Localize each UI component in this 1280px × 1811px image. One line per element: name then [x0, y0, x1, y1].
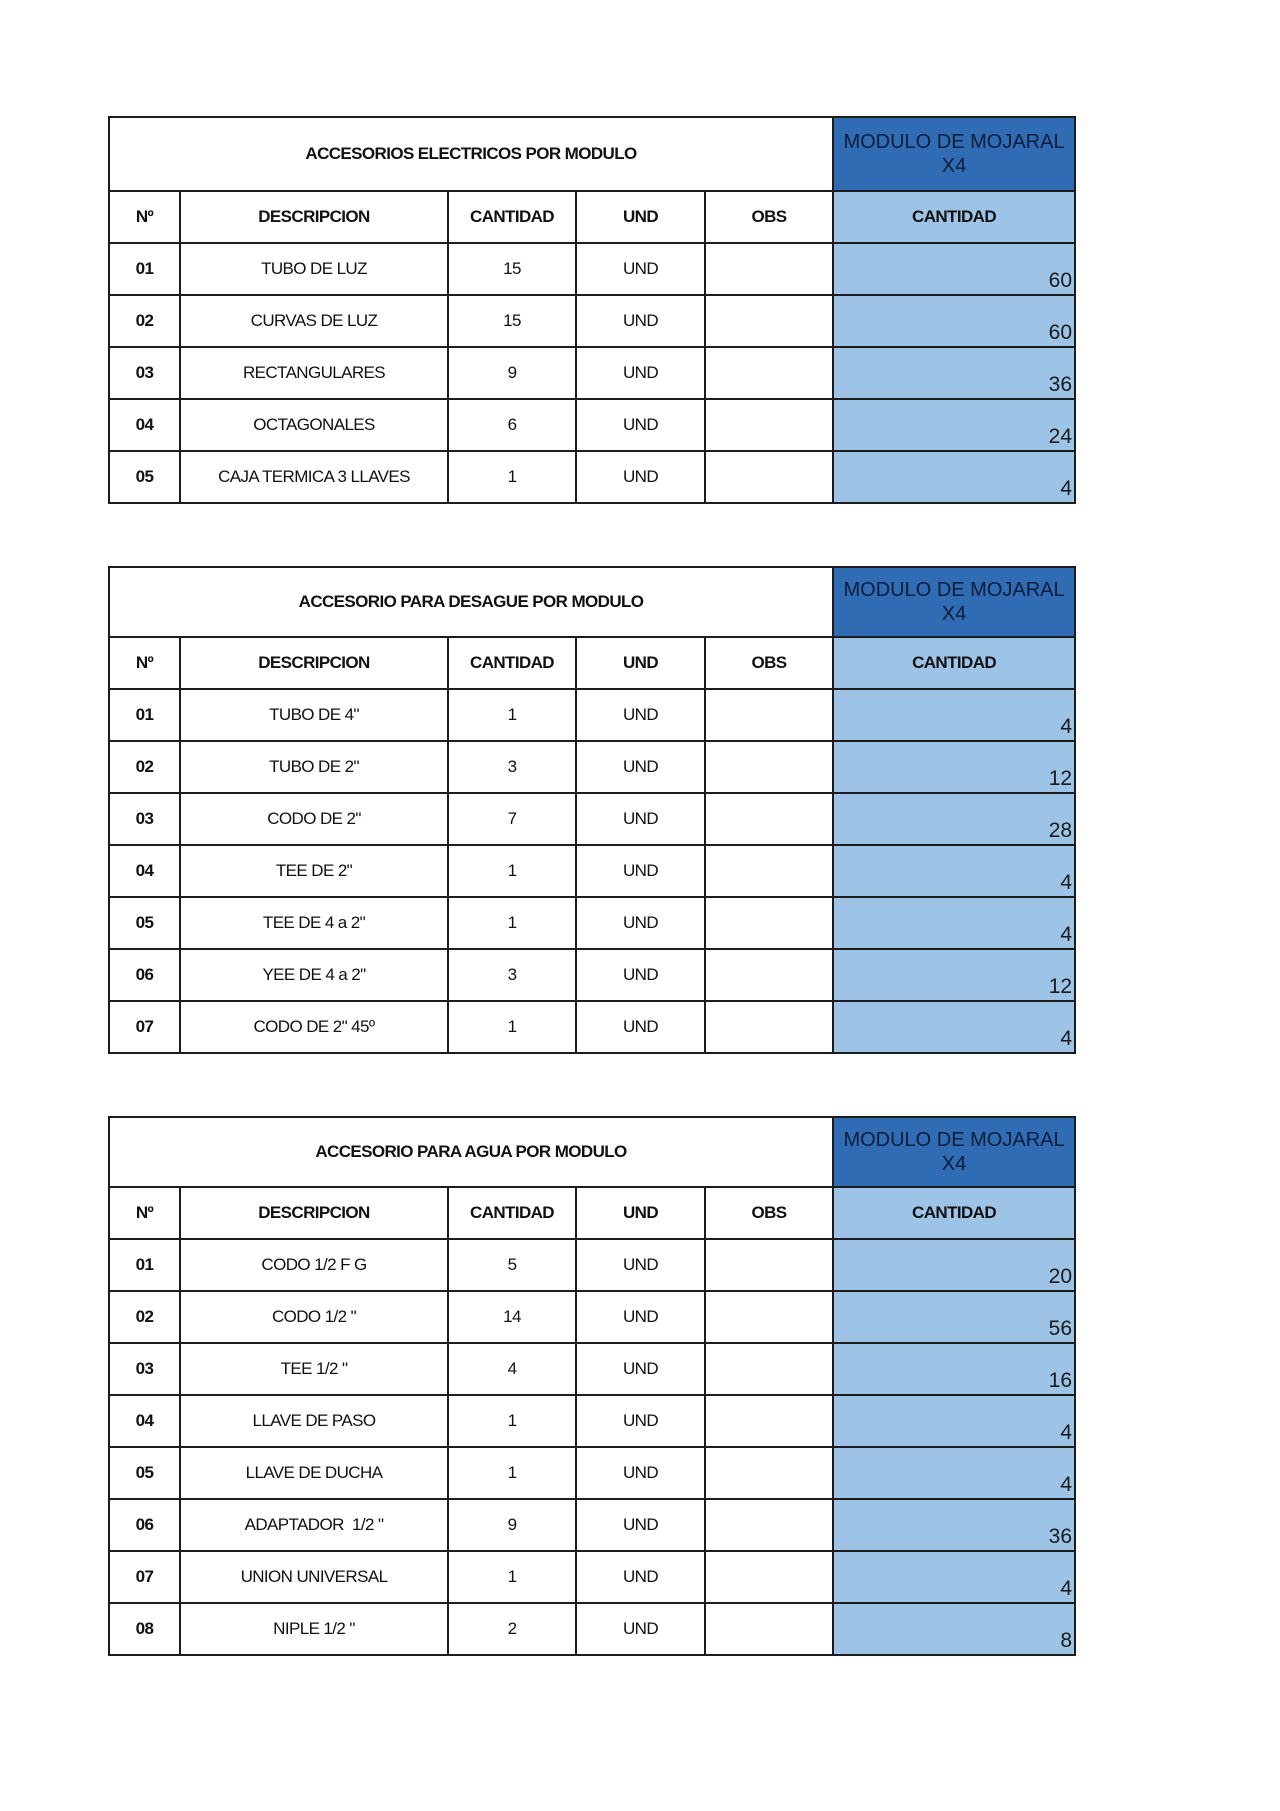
- table-title: ACCESORIO PARA AGUA POR MODULO: [109, 1117, 833, 1187]
- row-obs: [705, 1447, 833, 1499]
- row-unit: UND: [576, 1001, 705, 1053]
- table-row: [109, 451, 1075, 503]
- row-unit: UND: [576, 451, 705, 503]
- row-module-total: 4: [833, 1551, 1075, 1603]
- row-quantity: 1: [448, 689, 576, 741]
- row-no: 05: [109, 1447, 180, 1499]
- row-no: 04: [109, 399, 180, 451]
- row-module-total: 24: [833, 399, 1075, 451]
- table-row: [109, 845, 1075, 897]
- row-no: 06: [109, 949, 180, 1001]
- drainage-accessories-table: [108, 566, 1076, 1054]
- row-module-total: 28: [833, 793, 1075, 845]
- row-quantity: 15: [448, 295, 576, 347]
- header-unit: UND: [576, 1187, 705, 1239]
- table-row: [109, 1343, 1075, 1395]
- header-unit: UND: [576, 637, 705, 689]
- header-quantity: CANTIDAD: [448, 1187, 576, 1239]
- row-description: CODO 1/2 F G: [180, 1239, 448, 1291]
- row-description: LLAVE DE PASO: [180, 1395, 448, 1447]
- table-row: [109, 897, 1075, 949]
- row-quantity: 14: [448, 1291, 576, 1343]
- header-no: Nº: [109, 637, 180, 689]
- row-quantity: 1: [448, 897, 576, 949]
- header-description: DESCRIPCION: [180, 637, 448, 689]
- table-row: [109, 1291, 1075, 1343]
- table-row: [109, 793, 1075, 845]
- table-row: [109, 1395, 1075, 1447]
- row-description: NIPLE 1/2 ": [180, 1603, 448, 1655]
- row-module-total: 4: [833, 1447, 1075, 1499]
- row-quantity: 2: [448, 1603, 576, 1655]
- row-unit: UND: [576, 347, 705, 399]
- table-row: [109, 295, 1075, 347]
- row-obs: [705, 845, 833, 897]
- row-module-total: 12: [833, 949, 1075, 1001]
- row-module-total: 4: [833, 451, 1075, 503]
- module-header: [833, 117, 1075, 191]
- row-unit: UND: [576, 243, 705, 295]
- header-unit: UND: [576, 191, 705, 243]
- table-row: [109, 1499, 1075, 1551]
- row-unit: UND: [576, 1239, 705, 1291]
- header-description: DESCRIPCION: [180, 1187, 448, 1239]
- row-obs: [705, 741, 833, 793]
- row-module-total: 20: [833, 1239, 1075, 1291]
- row-unit: UND: [576, 1395, 705, 1447]
- module-header: [833, 1117, 1075, 1187]
- row-module-total: 60: [833, 295, 1075, 347]
- row-unit: UND: [576, 1291, 705, 1343]
- header-module-quantity: CANTIDAD: [833, 191, 1075, 243]
- row-description: TUBO DE 2": [180, 741, 448, 793]
- row-description: CAJA TERMICA 3 LLAVES: [180, 451, 448, 503]
- table-row: [109, 1603, 1075, 1655]
- row-quantity: 6: [448, 399, 576, 451]
- row-no: 07: [109, 1551, 180, 1603]
- electrical-accessories-table: [108, 116, 1076, 504]
- row-no: 04: [109, 1395, 180, 1447]
- table-row: [109, 1001, 1075, 1053]
- row-no: 08: [109, 1603, 180, 1655]
- row-unit: UND: [576, 1551, 705, 1603]
- row-unit: UND: [576, 741, 705, 793]
- row-no: 03: [109, 1343, 180, 1395]
- row-description: OCTAGONALES: [180, 399, 448, 451]
- row-obs: [705, 897, 833, 949]
- row-module-total: 4: [833, 689, 1075, 741]
- row-description: UNION UNIVERSAL: [180, 1551, 448, 1603]
- row-quantity: 5: [448, 1239, 576, 1291]
- row-description: RECTANGULARES: [180, 347, 448, 399]
- row-quantity: 9: [448, 1499, 576, 1551]
- row-obs: [705, 1603, 833, 1655]
- table-row: [109, 243, 1075, 295]
- row-no: 01: [109, 243, 180, 295]
- row-obs: [705, 1291, 833, 1343]
- module-header-line2: X4: [941, 155, 967, 177]
- row-obs: [705, 243, 833, 295]
- row-no: 06: [109, 1499, 180, 1551]
- header-obs: OBS: [705, 191, 833, 243]
- header-module-quantity: CANTIDAD: [833, 637, 1075, 689]
- table-row: [109, 1551, 1075, 1603]
- water-accessories-table: [108, 1116, 1076, 1656]
- row-obs: [705, 793, 833, 845]
- row-description: TEE 1/2 ": [180, 1343, 448, 1395]
- row-description: CODO DE 2" 45º: [180, 1001, 448, 1053]
- table-row: [109, 1447, 1075, 1499]
- row-module-total: 4: [833, 845, 1075, 897]
- row-obs: [705, 295, 833, 347]
- header-module-quantity: CANTIDAD: [833, 1187, 1075, 1239]
- table-title: ACCESORIOS ELECTRICOS POR MODULO: [109, 117, 833, 191]
- row-description: LLAVE DE DUCHA: [180, 1447, 448, 1499]
- row-unit: UND: [576, 1447, 705, 1499]
- row-no: 05: [109, 451, 180, 503]
- row-module-total: 4: [833, 1395, 1075, 1447]
- row-module-total: 12: [833, 741, 1075, 793]
- row-unit: UND: [576, 1603, 705, 1655]
- row-unit: UND: [576, 295, 705, 347]
- row-description: TUBO DE 4": [180, 689, 448, 741]
- row-no: 01: [109, 689, 180, 741]
- row-description: CODO 1/2 ": [180, 1291, 448, 1343]
- row-no: 01: [109, 1239, 180, 1291]
- table-row: [109, 949, 1075, 1001]
- row-description: YEE DE 4 a 2": [180, 949, 448, 1001]
- row-description: ADAPTADOR 1/2 ": [180, 1499, 448, 1551]
- row-quantity: 3: [448, 949, 576, 1001]
- row-module-total: 8: [833, 1603, 1075, 1655]
- row-description: TUBO DE LUZ: [180, 243, 448, 295]
- header-no: Nº: [109, 191, 180, 243]
- table-row: [109, 741, 1075, 793]
- row-description: CURVAS DE LUZ: [180, 295, 448, 347]
- module-header-line2: X4: [941, 1153, 967, 1175]
- row-quantity: 15: [448, 243, 576, 295]
- row-quantity: 1: [448, 451, 576, 503]
- row-module-total: 36: [833, 1499, 1075, 1551]
- header-description: DESCRIPCION: [180, 191, 448, 243]
- row-unit: UND: [576, 1343, 705, 1395]
- row-quantity: 7: [448, 793, 576, 845]
- row-no: 07: [109, 1001, 180, 1053]
- table-title: ACCESORIO PARA DESAGUE POR MODULO: [109, 567, 833, 637]
- row-no: 05: [109, 897, 180, 949]
- row-unit: UND: [576, 1499, 705, 1551]
- row-quantity: 1: [448, 845, 576, 897]
- row-description: TEE DE 4 a 2": [180, 897, 448, 949]
- module-header-line1: MODULO DE MOJARAL: [843, 1129, 1065, 1151]
- row-obs: [705, 347, 833, 399]
- module-header-line1: MODULO DE MOJARAL: [843, 131, 1065, 153]
- row-obs: [705, 1001, 833, 1053]
- row-module-total: 4: [833, 1001, 1075, 1053]
- row-no: 04: [109, 845, 180, 897]
- row-quantity: 1: [448, 1395, 576, 1447]
- row-quantity: 1: [448, 1447, 576, 1499]
- row-unit: UND: [576, 897, 705, 949]
- header-no: Nº: [109, 1187, 180, 1239]
- table-row: [109, 689, 1075, 741]
- row-unit: UND: [576, 793, 705, 845]
- row-no: 02: [109, 741, 180, 793]
- module-header-line1: MODULO DE MOJARAL: [843, 579, 1065, 601]
- row-module-total: 60: [833, 243, 1075, 295]
- row-obs: [705, 689, 833, 741]
- row-module-total: 56: [833, 1291, 1075, 1343]
- row-obs: [705, 1239, 833, 1291]
- row-unit: UND: [576, 399, 705, 451]
- row-unit: UND: [576, 949, 705, 1001]
- row-obs: [705, 451, 833, 503]
- row-obs: [705, 1343, 833, 1395]
- row-quantity: 4: [448, 1343, 576, 1395]
- module-header-line2: X4: [941, 603, 967, 625]
- row-obs: [705, 1395, 833, 1447]
- row-obs: [705, 1551, 833, 1603]
- row-no: 02: [109, 1291, 180, 1343]
- row-quantity: 1: [448, 1001, 576, 1053]
- row-obs: [705, 1499, 833, 1551]
- row-module-total: 36: [833, 347, 1075, 399]
- row-quantity: 1: [448, 1551, 576, 1603]
- row-no: 02: [109, 295, 180, 347]
- row-module-total: 4: [833, 897, 1075, 949]
- row-unit: UND: [576, 845, 705, 897]
- row-quantity: 9: [448, 347, 576, 399]
- row-no: 03: [109, 347, 180, 399]
- row-description: CODO DE 2": [180, 793, 448, 845]
- table-row: [109, 347, 1075, 399]
- table-row: [109, 1239, 1075, 1291]
- header-obs: OBS: [705, 1187, 833, 1239]
- row-description: TEE DE 2": [180, 845, 448, 897]
- row-unit: UND: [576, 689, 705, 741]
- header-obs: OBS: [705, 637, 833, 689]
- row-obs: [705, 949, 833, 1001]
- table-row: [109, 399, 1075, 451]
- module-header: [833, 567, 1075, 637]
- row-module-total: 16: [833, 1343, 1075, 1395]
- header-quantity: CANTIDAD: [448, 637, 576, 689]
- row-obs: [705, 399, 833, 451]
- row-quantity: 3: [448, 741, 576, 793]
- row-no: 03: [109, 793, 180, 845]
- header-quantity: CANTIDAD: [448, 191, 576, 243]
